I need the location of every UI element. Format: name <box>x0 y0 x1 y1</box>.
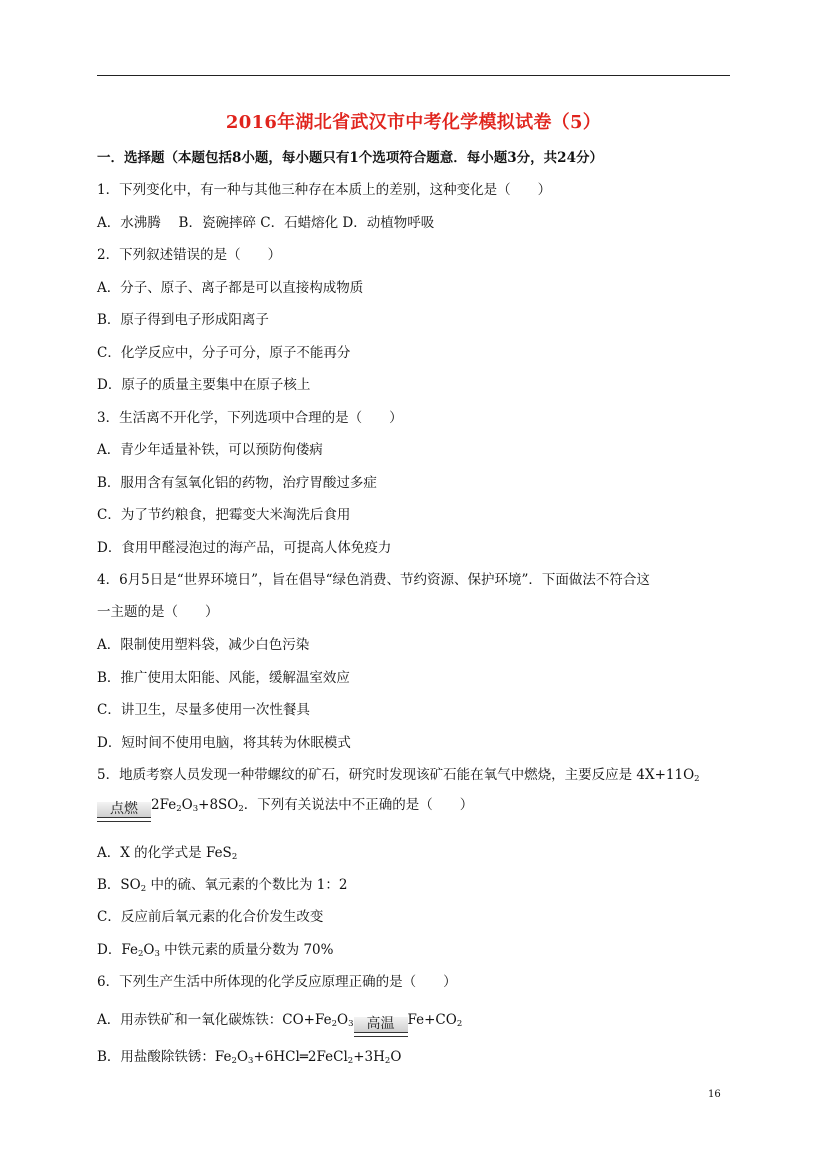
q6-option-b-o: O <box>236 1049 249 1065</box>
q4-option-b: B．推广使用太阳能、风能，缓解温室效应 <box>97 670 350 686</box>
q5-o2-subscript: 2 <box>694 774 700 784</box>
q5-stem-line1 <box>97 766 700 784</box>
q6-option-b-tail: +3H <box>353 1049 385 1065</box>
q3-option-b: B．服用含有氢氧化铝的药物，治疗胃酸过多症 <box>97 475 377 491</box>
q3-option-d: D．食用甲醛浸泡过的海产品，可提高人体免疫力 <box>97 540 392 556</box>
q5-product-o: O <box>181 797 193 813</box>
q2-stem: 2．下列叙述错误的是（ ） <box>97 247 282 263</box>
q5-option-d-post: 中铁元素的质量分数为 70% <box>159 942 334 958</box>
q6-option-a-sub3: 2 <box>456 1019 463 1029</box>
q4-stem-line2: 一主题的是（ ） <box>97 604 219 620</box>
q6-stem: 6．下列生产生活中所体现的化学反应原理正确的是（ ） <box>97 974 457 990</box>
q5-stem-tail: ．下列有关说法中不正确的是（ ） <box>243 797 474 813</box>
q5-option-d-mid: O <box>143 942 155 958</box>
q5-option-b-pre: B．SO <box>97 877 141 893</box>
q2-option-c: C．化学反应中，分子可分，原子不能再分 <box>97 345 351 361</box>
q5-reaction-condition <box>97 802 151 822</box>
q4-option-d: D．短时间不使用电脑，将其转为休眠模式 <box>97 735 351 751</box>
q5-condition-label: 点燃 <box>97 802 151 817</box>
q4-stem-line1: 4．6月5日是“世界环境日”，旨在倡导“绿色消费、节约资源、保护环境”．下面做法不符合这 <box>97 572 650 588</box>
q6-option-a-pre: A．用赤铁矿和一氧化碳炼铁：CO+Fe <box>97 1012 332 1028</box>
q3-stem: 3．生活离不开化学，下列选项中合理的是（ ） <box>97 410 403 426</box>
q1-options: A．水沸腾 B．瓷碗摔碎 C．石蜡熔化 D．动植物呼吸 <box>97 215 435 231</box>
q2-option-b: B．原子得到电子形成阳离子 <box>97 312 269 328</box>
q5-stem-text: 5．地质考察人员发现一种带螺纹的矿石，研究时发现该矿石能在氧气中燃烧，主要反应是 4X+11O <box>97 767 695 783</box>
q5-equals-sign <box>97 817 151 822</box>
section-heading: 一．选择题（本题包括8小题，每小题只有1个选项符合题意．每小题3分，共24分） <box>97 150 603 166</box>
q5-option-b-post: 中的硫、氧元素的个数比为 1：2 <box>146 877 348 893</box>
q2-option-a: A．分子、原子、离子都是可以直接构成物质 <box>97 280 364 296</box>
page-number: 16 <box>708 1089 721 1100</box>
q5-option-a-subscript: 2 <box>231 852 238 862</box>
q2-option-d: D．原子的质量主要集中在原子核上 <box>97 377 311 393</box>
q5-option-d-sub1: 2 <box>137 949 144 959</box>
q4-option-a: A．限制使用塑料袋，减少白色污染 <box>97 637 310 653</box>
page-title: 2016年湖北省武汉市中考化学模拟试卷（5） <box>225 112 602 133</box>
q6-option-b <box>97 1048 401 1066</box>
q6-option-b-pre: B．用盐酸除铁锈：Fe <box>97 1049 232 1065</box>
q1-stem: 1．下列变化中，有一种与其他三种存在本质上的差别，这种变化是（ ） <box>97 182 552 198</box>
q6-option-b-sub2: 3 <box>248 1056 254 1066</box>
q6-equals-sign <box>354 1032 408 1037</box>
q6-reaction-condition <box>354 1017 408 1037</box>
q5-product-fe: 2Fe <box>151 797 177 813</box>
q5-option-c: C．反应前后氧元素的化合价发生改变 <box>97 909 324 925</box>
q5-option-a <box>97 844 237 862</box>
q5-option-b <box>97 876 347 894</box>
q5-option-d-pre: D．Fe <box>97 942 138 958</box>
q6-option-a-sub2: 3 <box>348 1019 354 1029</box>
q5-option-d <box>97 941 333 959</box>
q6-option-b-sub4: 2 <box>384 1056 391 1066</box>
q3-option-a: A．青少年适量补铁，可以预防佝偻病 <box>97 442 323 458</box>
q6-option-a-mid: O <box>337 1012 349 1028</box>
q6-option-a <box>97 1011 462 1037</box>
q5-fe-subscript: 2 <box>176 804 182 814</box>
q6-option-b-mid: +6HCl═2FeCl <box>253 1049 348 1065</box>
q5-so2-subscript: 2 <box>238 804 244 814</box>
q6-option-a-post: Fe+CO <box>407 1012 457 1028</box>
q6-condition-label: 高温 <box>354 1017 408 1032</box>
q3-option-c: C．为了节约粮食，把霉变大米淘洗后食用 <box>97 507 351 523</box>
q6-option-b-sub1: 2 <box>231 1056 237 1066</box>
q5-option-b-subscript: 2 <box>140 884 147 894</box>
q6-option-a-sub1: 2 <box>331 1019 337 1029</box>
q6-option-b-end: O <box>390 1049 402 1065</box>
q4-option-c: C．讲卫生，尽量多使用一次性餐具 <box>97 702 310 718</box>
q5-option-a-text: A．X 的化学式是 FeS <box>97 845 232 861</box>
q5-option-d-sub2: 3 <box>154 949 160 959</box>
q6-option-b-sub3: 2 <box>347 1056 354 1066</box>
q5-product-so: +8SO <box>198 797 239 813</box>
q5-equation-line <box>97 796 473 822</box>
header-rule <box>97 75 730 76</box>
q5-o-subscript: 3 <box>192 804 199 814</box>
